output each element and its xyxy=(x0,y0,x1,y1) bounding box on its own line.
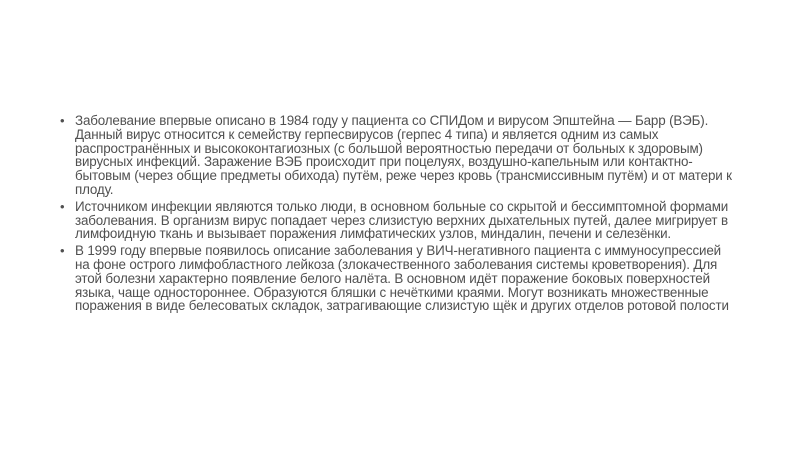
paragraph-infection-source: Источником инфекции являются только люди, в основном больные со скрытой и бессимптомной формами заболевания. В организм вирус попадает через слизистую верхних дыхательных путей, далее мигрирует в лимфоидную ткань и вызывает поражения лимфатических узлов, миндалин, печени и селезёнки. xyxy=(75,198,729,242)
bullet-list xyxy=(60,114,732,316)
bullet-icon: • xyxy=(60,198,65,214)
bullet-icon: • xyxy=(60,113,65,128)
paragraph-1999-description: В 1999 году впервые появилось описание заболевания у ВИЧ-негативного пациента с иммуносупрессией на фоне острого лимфобластного лейкоза (злокачественного заболевания системы кроветворения). Для этой болезни характерно появление белого налёта. В основном идёт поражение боковых поверхностей языка, чаще одностороннее. Образуются бляшки с нечёткими краями. Могут возникать множественные поражения в виде белесоватых складок, затрагивающие слизистую щёк и других отделов ротовой полости xyxy=(75,243,729,314)
bullet-item-2 xyxy=(60,200,732,241)
paragraph-ebv-description: Заболевание впервые описано в 1984 году у пациента со СПИДом и вирусом Эпштейна — Барр (ВЭБ). Данный вирус относится к семейству герпесвирусов (герпес 4 типа) и является одним из самых распространённых и высококонтагиозных (с большой вероятностью передачи от больных к здоровым) вирусных инфекций. Заражение ВЭБ происходит при поцелуях, воздушно-капельным или контактно-бытовым (через общие предметы обихода) путём, реже через кровь (трансмиссивным путём) и от матери к плоду. xyxy=(75,113,732,197)
bullet-item-1 xyxy=(60,114,732,197)
bullet-item-3 xyxy=(60,244,732,313)
bullet-icon: • xyxy=(60,243,65,259)
